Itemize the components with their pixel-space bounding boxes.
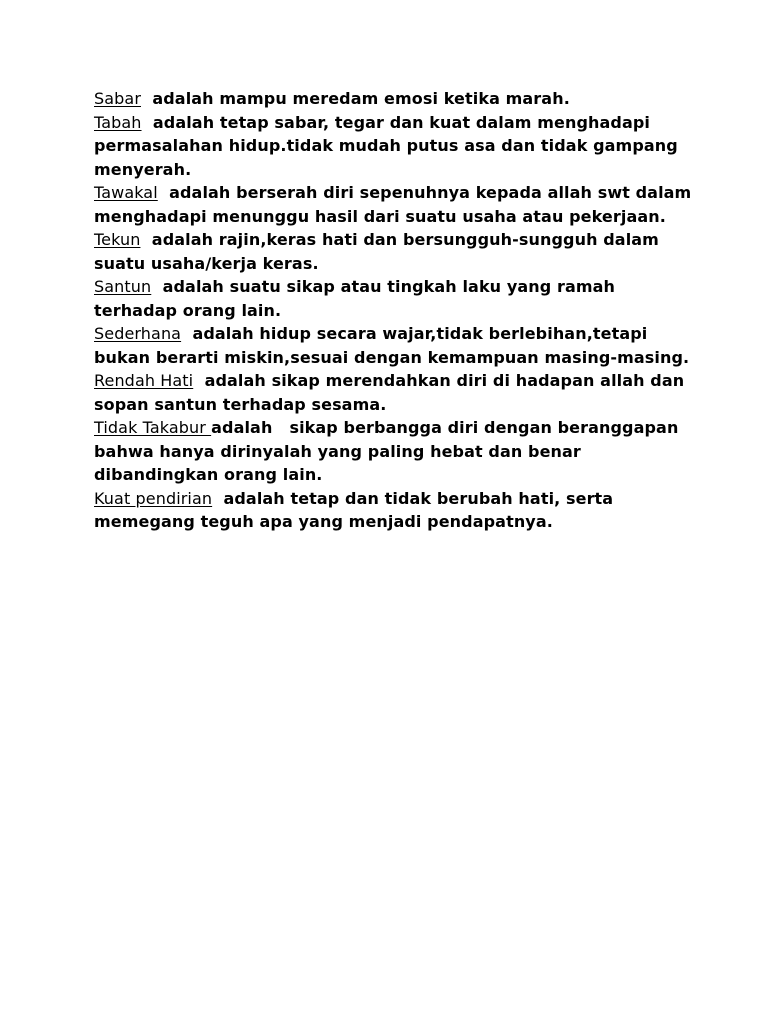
definition: adalah suatu sikap atau tingkah laku yang ramah terhadap orang lain. xyxy=(94,277,616,320)
definition-entry-kuat-pendirian xyxy=(94,487,694,534)
document-body xyxy=(94,87,694,534)
definition-entry-santun xyxy=(94,275,694,322)
term: Kuat pendirian xyxy=(94,488,213,508)
definition-entry-tawakal xyxy=(94,181,694,228)
definition: adalah hidup secara wajar,tidak berlebihan,tetapi bukan berarti miskin,sesuai dengan kemampuan masing-masing. xyxy=(94,324,690,367)
definition-entry-tidak-takabur xyxy=(94,416,694,487)
definition: adalah berserah diri sepenuhnya kepada allah swt dalam menghadapi menunggu hasil dari suatu usaha atau pekerjaan. xyxy=(94,183,692,226)
definition-entry-sederhana xyxy=(94,322,694,369)
term: Sabar xyxy=(94,89,141,108)
term: Rendah Hati xyxy=(94,371,194,390)
term: Tekun xyxy=(94,230,141,249)
definition: adalah mampu meredam emosi ketika marah. xyxy=(152,89,570,108)
term: Santun xyxy=(94,277,152,296)
definition-entry-rendah-hati xyxy=(94,369,694,416)
definition-entry-tabah xyxy=(94,111,694,182)
definition-entry-tekun xyxy=(94,228,694,275)
term: Tawakal xyxy=(94,183,158,202)
definition: adalah tetap dan tidak berubah hati, serta memegang teguh apa yang menjadi pendapatnya. xyxy=(94,488,614,531)
definition-entry-sabar xyxy=(94,87,694,111)
definition: adalah sikap berbangga diri dengan beranggapan bahwa hanya dirinyalah yang paling hebat dan benar dibandingkan orang lain. xyxy=(94,418,685,484)
definition: adalah tetap sabar, tegar dan kuat dalam menghadapi permasalahan hidup.tidak mudah putus asa dan tidak gampang menyerah. xyxy=(94,112,678,179)
definition: adalah rajin,keras hati dan bersungguh-sungguh dalam suatu usaha/kerja keras. xyxy=(94,230,659,273)
term: Sederhana xyxy=(94,324,182,343)
definition: adalah sikap merendahkan diri di hadapan allah dan sopan santun terhadap sesama. xyxy=(94,371,685,414)
term: Tidak Takabur xyxy=(94,418,212,437)
term: Tabah xyxy=(94,112,142,132)
